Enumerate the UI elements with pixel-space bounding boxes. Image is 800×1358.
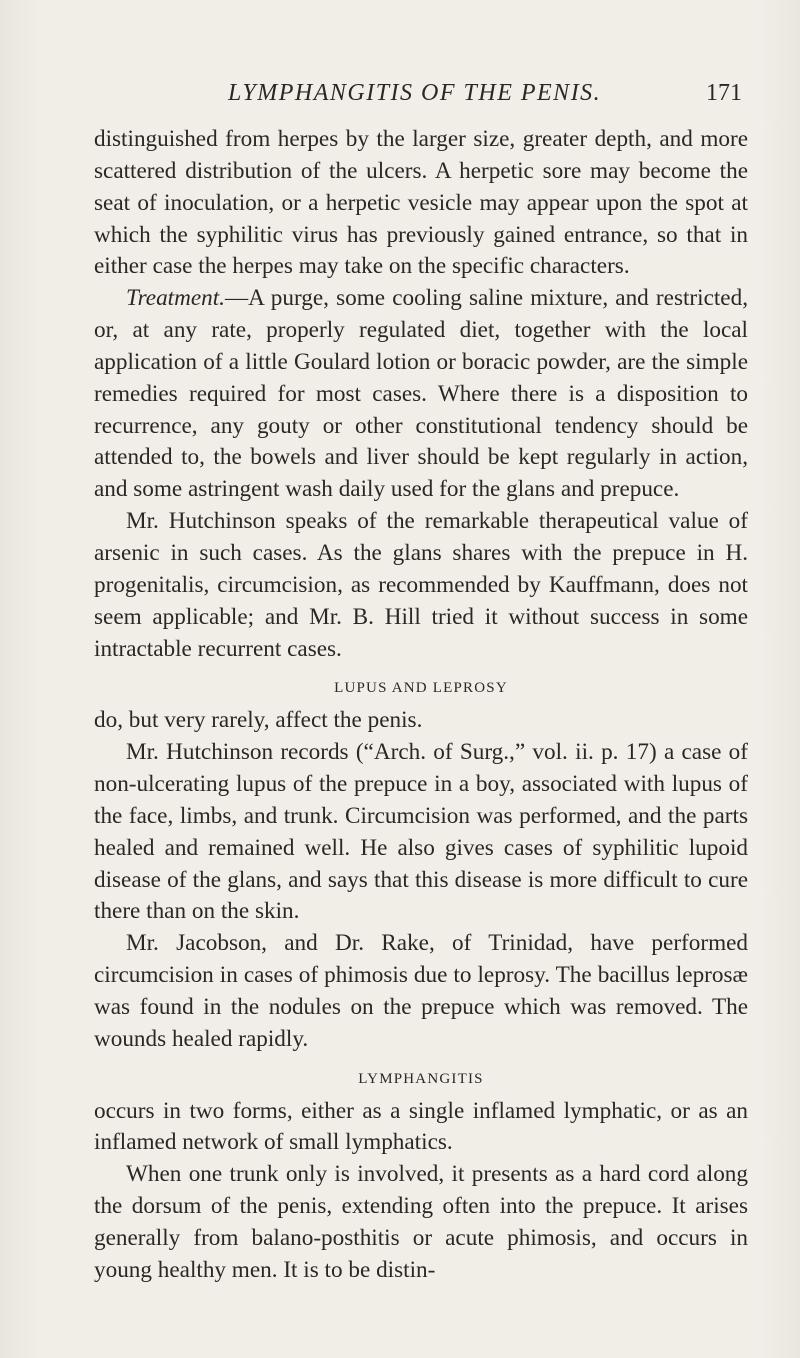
treatment-label: Treatment. [126,285,225,312]
page-header [124,80,742,112]
heading-lymphangitis: LYMPHANGITIS [358,1070,484,1087]
paragraph-herpes-continued: distinguished from herpes by the larger size, greater depth, and more scattered distribution of the ulcers. A herpetic sore may become the seat of inoculation, or a herpetic vesicle may appear upon the spot at which the syphilitic virus has previously gained entrance, so that in either case the herpes may take on the specific characters. [94,126,748,280]
paragraph-lupus-intro: do, but very rarely, affect the penis. [94,707,423,734]
paragraph-treatment [94,283,748,506]
paragraph-lymphangitis-trunk: When one trunk only is involved, it presents as a hard cord along the dorsum of the penis, extending often into the prepuce. It arises generally from balano-posthitis or acute phimosis, and occurs in young healthy men. It is to be distin- [94,1161,748,1283]
page-number: 171 [706,80,742,106]
page-body [94,124,748,1287]
paragraph-lymphangitis-intro: occurs in two forms, either as a single inflamed lymphatic, or as an inflamed network of small lymphatics. [94,1097,748,1156]
paragraph-leprosy: Mr. Jacobson, and Dr. Rake, of Trinidad, have performed circumcision in cases of phimosis due to leprosy. The bacillus leprosæ was found in the nodules on the prepuce which was removed. The wounds healed rapidly. [94,930,748,1052]
heading-lupus-and-leprosy: LUPUS AND LEPROSY [334,680,508,697]
paragraph-hutchinson-lupus: Mr. Hutchinson records (“Arch. of Surg.,” vol. ii. p. 17) a case of non-ulcerating lupus of the prepuce in a boy, associated with lupus of the face, limbs, and trunk. Circumcision was performed, and the parts healed and remained well. He also gives cases of syphilitic lupoid disease of the glans, and says that this disease is more difficult to cure there than on the skin. [94,739,748,925]
paragraph-hutchinson-arsenic: Mr. Hutchinson speaks of the remarkable therapeutical value of arsenic in such cases. As the glans shares with the prepuce in H. progenitalis, circumcision, as recommended by Kauffmann, does not seem applicable; and Mr. B. Hill tried it without success in some intractable recurrent cases. [94,508,748,662]
running-title: LYMPHANGITIS OF THE PENIS. [228,80,602,106]
treatment-text: —A purge, some cooling saline mixture, and restricted, or, at any rate, properly regulated diet, together with the local application of a little Goulard lotion or boracic powder, are the simple remedies required for most cases. Where there is a disposition to recurrence, any gouty or other constitutional tendency should be attended to, the bowels and liver should be kept regularly in action, and some astringent wash daily used for the glans and prepuce. [94,285,748,503]
